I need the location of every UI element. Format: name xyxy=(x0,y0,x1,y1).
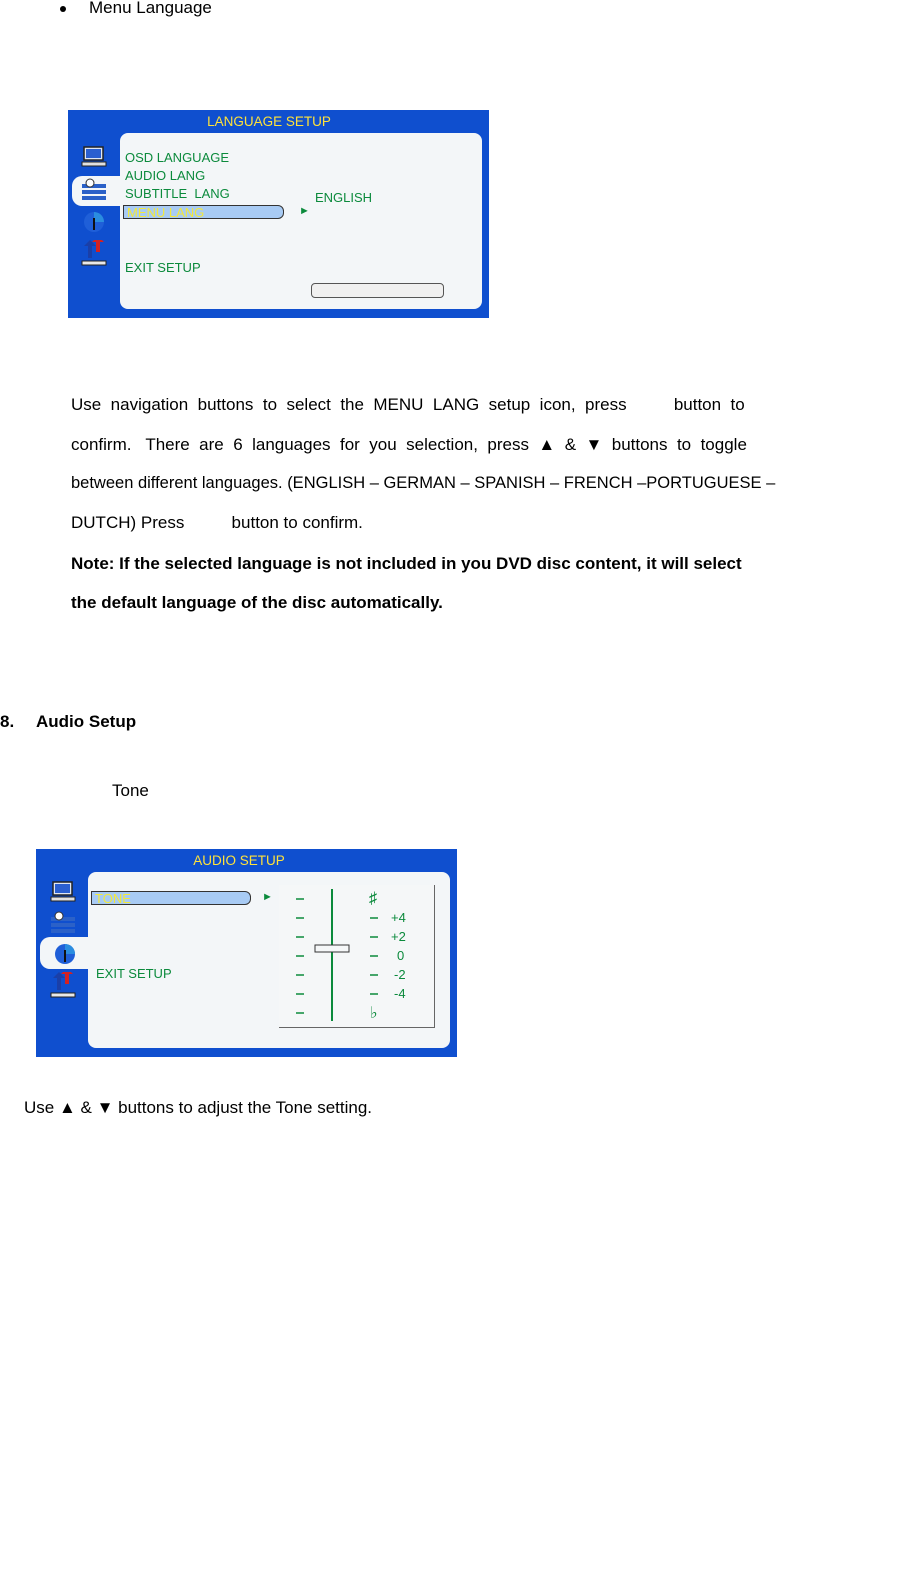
tone-scale-label: 0 xyxy=(397,948,405,963)
instruction-line-3: between different languages. (ENGLISH – GERMAN – SPANISH – FRENCH –PORTUGUESE – xyxy=(71,474,776,492)
selection-arrow: ► xyxy=(262,891,273,903)
exit-setup-item[interactable]: EXIT SETUP xyxy=(125,260,201,275)
audio-disc-icon[interactable] xyxy=(52,940,78,966)
section-heading-audio-setup: Audio Setup xyxy=(36,712,137,731)
language-menu-icon[interactable] xyxy=(50,911,76,937)
section-number: 8. xyxy=(0,712,15,731)
instruction-line-1: Use navigation buttons to select the MENU LANG setup icon, press button to xyxy=(71,395,745,414)
bullet-point xyxy=(60,6,66,12)
preference-arrows-icon[interactable] xyxy=(50,972,76,998)
instruction-line-2: confirm. There are 6 languages for you selection, press ▲ & ▼ buttons to toggle xyxy=(71,435,747,454)
language-setup-panel xyxy=(68,110,489,318)
menu-item-subtitle-lang[interactable]: SUBTITLE LANG xyxy=(125,186,230,201)
selection-arrow: ► xyxy=(299,205,310,217)
menu-item-tone[interactable]: TONE xyxy=(91,891,251,905)
tone-slider-handle[interactable] xyxy=(315,945,349,952)
sharp-symbol: ♯ xyxy=(369,890,377,907)
panel-title: AUDIO SETUP xyxy=(193,853,285,868)
tone-slider[interactable] xyxy=(279,885,435,1028)
menu-item-osd-language[interactable]: OSD LANGUAGE xyxy=(125,150,230,165)
language-value[interactable]: ENGLISH xyxy=(315,190,373,205)
section-heading-menu-language: Menu Language xyxy=(89,0,212,17)
language-menu-icon[interactable] xyxy=(81,178,107,204)
tone-scale-label: -4 xyxy=(394,986,406,1001)
tone-scale-label: +4 xyxy=(391,910,406,925)
language-value-box xyxy=(311,283,444,298)
tone-scale-label: +2 xyxy=(391,929,406,944)
monitor-icon[interactable] xyxy=(50,879,76,905)
menu-item-menu-lang[interactable]: MENU LANG xyxy=(123,205,284,219)
note-line-1: Note: If the selected language is not included in you DVD disc content, it will select xyxy=(71,554,742,573)
preference-arrows-icon[interactable] xyxy=(81,240,107,266)
flat-symbol: ♭ xyxy=(370,1005,378,1022)
instruction-line-4: DUTCH) Press button to confirm. xyxy=(71,513,363,532)
tone-scale-label: -2 xyxy=(394,967,406,982)
exit-setup-item[interactable]: EXIT SETUP xyxy=(96,966,172,981)
audio-setup-panel xyxy=(36,849,457,1057)
menu-item-audio-lang[interactable]: AUDIO LANG xyxy=(125,168,206,183)
audio-disc-icon[interactable] xyxy=(81,208,107,234)
panel-title: LANGUAGE SETUP xyxy=(207,114,331,129)
monitor-icon[interactable] xyxy=(81,144,107,170)
footer-instruction: Use ▲ & ▼ buttons to adjust the Tone setting. xyxy=(24,1098,373,1117)
note-line-2: the default language of the disc automatically. xyxy=(71,593,443,612)
subheading-tone: Tone xyxy=(112,781,149,800)
